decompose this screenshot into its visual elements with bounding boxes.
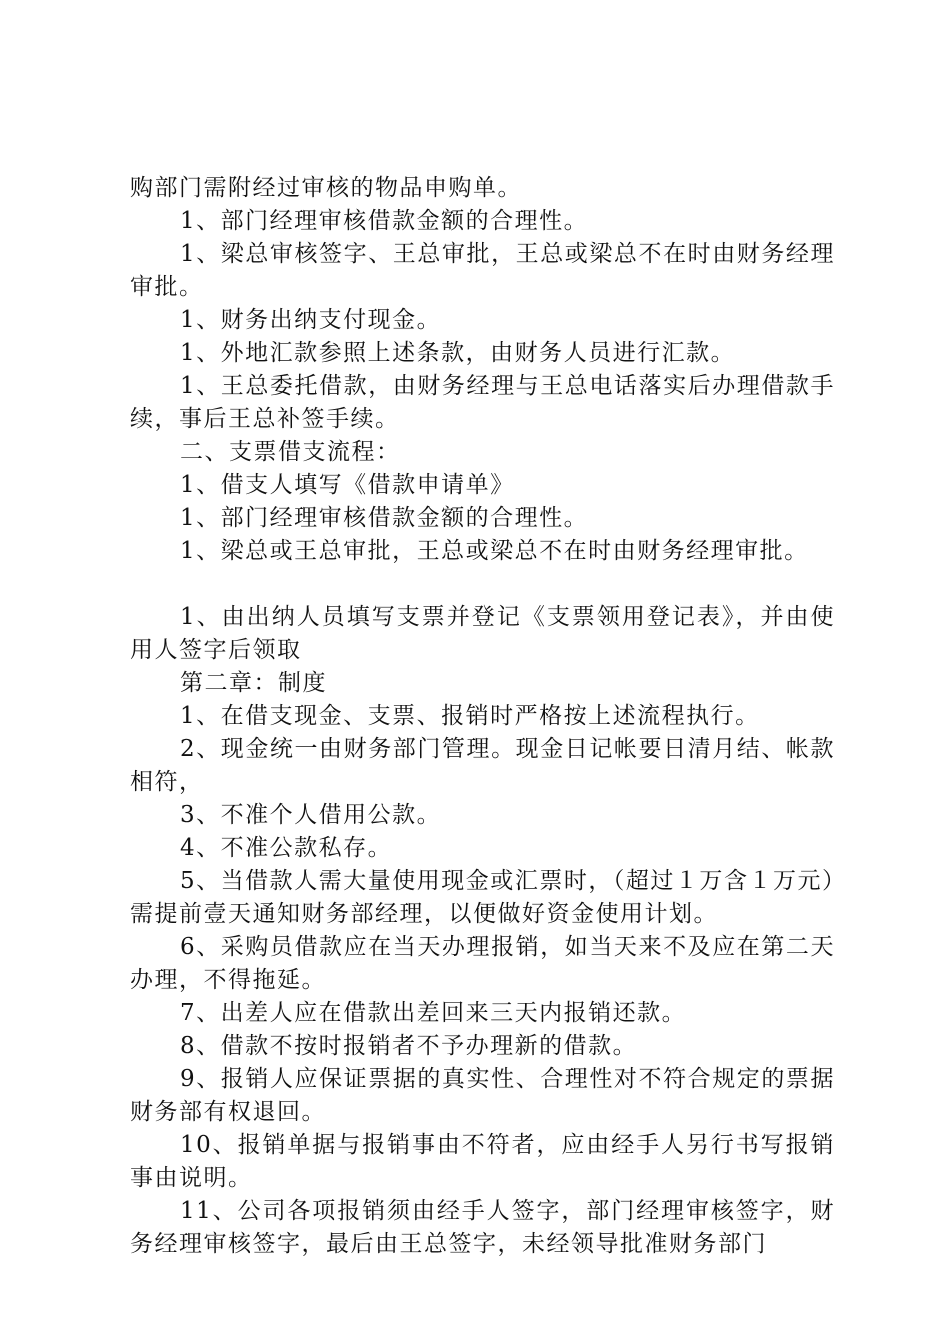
paragraph-item: 1、部门经理审核借款金额的合理性。 — [180, 208, 589, 234]
paragraph-item: 1、在借支现金、支票、报销时严格按上述流程执行。 — [180, 703, 760, 729]
paragraph-item: 1、梁总审核签字、王总审批，王总或梁总不在时由财务经理审批。 — [130, 241, 835, 300]
paragraph-item: 3、不准个人借用公款。 — [180, 802, 442, 828]
paragraph-item: 11、公司各项报销须由经手人签字，部门经理审核签字，财务经理审核签字，最后由王总签字，未经领导批准财务部门 — [130, 1198, 835, 1257]
paragraph-item: 1、梁总或王总审批，王总或梁总不在时由财务经理审批。 — [180, 538, 809, 564]
paragraph-item: 1、财务出纳支付现金。 — [180, 307, 442, 333]
paragraph-continuation: 购部门需附经过审核的物品申购单。 — [130, 175, 522, 201]
paragraph-item: 4、不准公款私存。 — [180, 835, 393, 861]
paragraph-item: 1、外地汇款参照上述条款，由财务人员进行汇款。 — [180, 340, 736, 366]
blank-line — [130, 568, 835, 601]
paragraph-item: 9、报销人应保证票据的真实性、合理性对不符合规定的票据财务部有权退回。 — [130, 1066, 835, 1125]
paragraph-item: 2、现金统一由财务部门管理。现金日记帐要日清月结、帐款相符， — [130, 736, 835, 795]
paragraph-item: 1、由出纳人员填写支票并登记《支票领用登记表》，并由使用人签字后领取 — [130, 604, 835, 663]
document-body — [130, 172, 835, 1261]
paragraph-item: 6、采购员借款应在当天办理报销，如当天来不及应在第二天办理，不得拖延。 — [130, 934, 835, 993]
paragraph-item: 7、出差人应在借款出差回来三天内报销还款。 — [180, 1000, 687, 1026]
paragraph-item: 1、王总委托借款，由财务经理与王总电话落实后办理借款手续，事后王总补签手续。 — [130, 373, 835, 432]
paragraph-item: 5、当借款人需大量使用现金或汇票时，（超过１万含１万元）需提前壹天通知财务部经理，以便做好资金使用计划。 — [130, 868, 835, 927]
section-heading: 二、支票借支流程： — [180, 439, 401, 465]
chapter-heading: 第二章：制度 — [180, 670, 327, 696]
paragraph-item: 1、部门经理审核借款金额的合理性。 — [180, 505, 589, 531]
paragraph-item: 8、借款不按时报销者不予办理新的借款。 — [180, 1033, 638, 1059]
paragraph-item: 10、报销单据与报销事由不符者，应由经手人另行书写报销事由说明。 — [130, 1132, 835, 1191]
paragraph-item: 1、借支人填写《借款申请单》 — [180, 472, 515, 498]
